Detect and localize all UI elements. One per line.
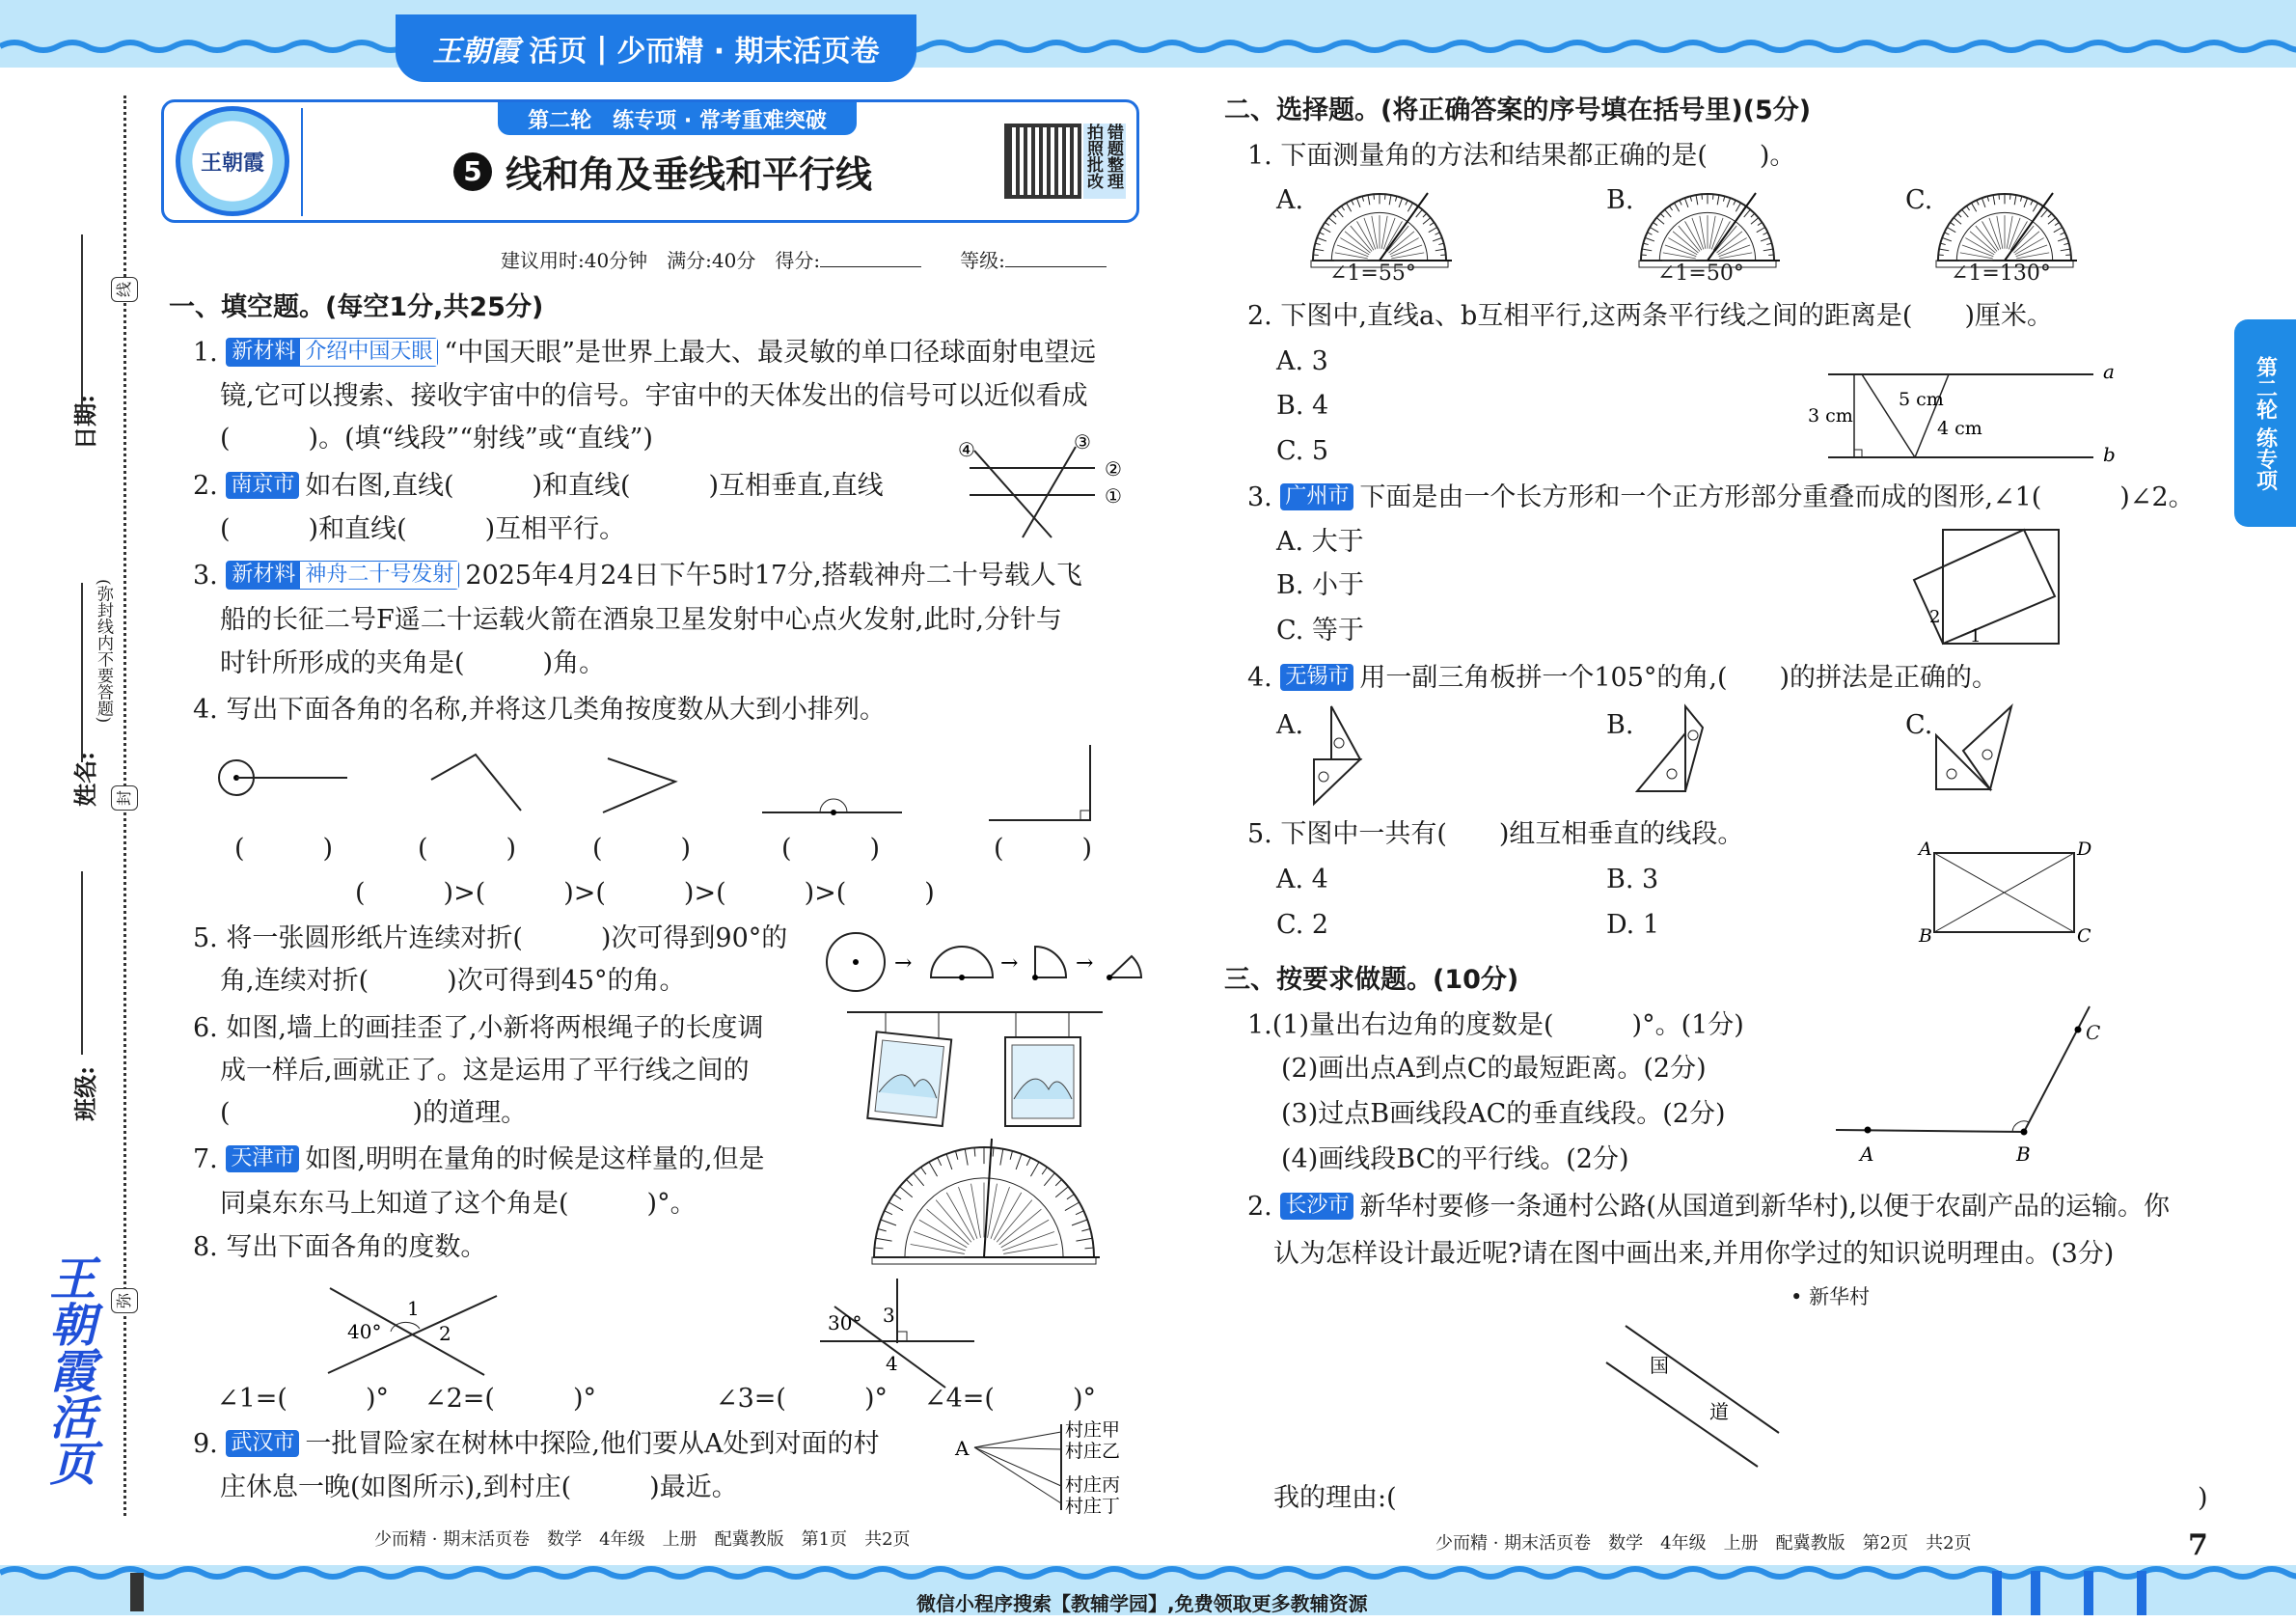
footer-banner: 微信小程序搜索【教辅学园】,免费领取更多教辅资源 [916, 1592, 1368, 1615]
section2-heading: 二、选择题。(将正确答案的序号填在括号里)(5分) [1224, 96, 1812, 125]
angle-abc-figure [1833, 1008, 2036, 1166]
s2q5-text: 下图中一共有( )组互相垂直的线段。 [1280, 819, 1744, 849]
footer-left: 少而精 · 期末活页卷 数学 4年级 上册 配冀教版 第1页 共2页 [374, 1529, 911, 1550]
angle-name-blank[interactable]: ( ) [592, 834, 692, 864]
option-c[interactable]: C. 5 [1276, 436, 1329, 466]
q-number: 1. [1247, 1010, 1272, 1040]
q8-figure-1 [318, 1279, 511, 1385]
grade-field[interactable] [1005, 266, 1107, 267]
q2-line2: ( )和直线( )互相平行。 [220, 514, 626, 544]
q1-text: “中国天眼”是世界上最大、最灵敏的单口径球面射电望远 [444, 338, 1096, 368]
tag-topic: 神舟二十号发射 [300, 562, 458, 589]
s3q2-line2: 认为怎样设计最近呢?请在图中画出来,并用你学过的知识说明理由。(3分) [1273, 1239, 2115, 1269]
q9-text: 一批冒险家在树林中探险,他们要从A处到对面的村 [305, 1429, 880, 1459]
angle-name-blank[interactable]: ( ) [234, 834, 334, 864]
q5-folding-figure [825, 922, 1153, 1008]
q-number: 4. [1247, 663, 1272, 693]
option-b[interactable]: B. 4 [1276, 391, 1329, 421]
region-tag: 武汉市 [226, 1430, 299, 1457]
s3q2-text: 新华村要修一条通村公路(从国道到新华村),以便于农副产品的运输。你 [1359, 1192, 2171, 1222]
angle1-label: 1 [1970, 626, 1982, 646]
brand-logo-text: 王朝霞 [432, 35, 520, 69]
q4-order-blanks[interactable]: ( )>( )>( )>( )>( ) [355, 878, 935, 908]
q9-villages-figure [953, 1418, 1146, 1515]
option-c[interactable]: C. 2 [1276, 910, 1329, 940]
side-tab-label: 第二轮 练专项 [2253, 355, 2278, 491]
angle-label-40: 40° [347, 1320, 382, 1343]
q7-text: 如图,明明在量角的时候是这样量的,但是 [305, 1144, 765, 1174]
meta-line [501, 243, 1107, 278]
meta-score-label: 得分: [775, 249, 821, 272]
village-yi: 村庄乙 [1065, 1441, 1121, 1462]
s3q1-item1 [1247, 1008, 1744, 1043]
option-a[interactable]: A. 3 [1276, 346, 1328, 376]
s3q1-item3: (3)过点B画线段AC的垂直线段。(2分) [1281, 1099, 1726, 1129]
village-bing: 村庄丙 [1065, 1474, 1121, 1496]
s2q4-line [1247, 661, 1998, 696]
region-tag: 广州市 [1280, 483, 1353, 510]
side2-label: 4 cm [1937, 418, 1982, 439]
q-number: 2. [193, 471, 218, 501]
series-title: 少而精 · 期末活页卷 [616, 35, 880, 69]
line-b-label: b [2103, 443, 2116, 466]
divider: | [596, 31, 608, 66]
q2-line1 [193, 469, 884, 504]
q1-line3: ( )。(填“线段”“射线”或“直线”) [220, 424, 653, 454]
q3-text: 2025年4月24日下午5时17分,搭载神舟二十号载人飞 [465, 561, 1082, 591]
q6-line2: 成一样后,画就正了。这是运用了平行线之间的 [220, 1056, 750, 1086]
q1-line1 [193, 336, 1096, 371]
option-a[interactable]: A. 大于 [1276, 527, 1364, 557]
date-label: 日期: [70, 395, 99, 450]
q3-line3: 时针所形成的夹角是( )角。 [220, 648, 606, 678]
svg-text:→: → [1000, 951, 1019, 976]
class-field[interactable] [81, 871, 83, 1055]
qr-caption-col2: 错题整理 [1104, 124, 1123, 189]
national-road-figure [1601, 1322, 1794, 1472]
q7-line1 [193, 1142, 765, 1177]
angle2-answer[interactable]: ∠2=( )° [424, 1384, 596, 1414]
angle-label-4: 4 [886, 1352, 898, 1375]
option-a[interactable]: A. [1276, 710, 1304, 740]
angle-name-blank[interactable]: ( ) [418, 834, 517, 864]
q6-hanging-pictures [847, 1008, 1103, 1129]
road-label-2: 道 [1709, 1400, 1729, 1423]
q-number: 2. [1247, 1192, 1272, 1222]
angle-name-blank[interactable]: ( ) [781, 834, 881, 864]
round-tag [498, 102, 857, 135]
option-c[interactable]: C. [1905, 185, 1933, 215]
reason-close-paren: ) [2198, 1483, 2208, 1513]
brand-emblem [176, 106, 289, 216]
height-label: 3 cm [1808, 405, 1853, 426]
q2-lines-figure [960, 429, 1143, 545]
q4-angle-figures [207, 743, 1105, 825]
village-ding: 村庄丁 [1065, 1496, 1121, 1517]
q6-line3: ( )的道理。 [220, 1098, 528, 1128]
unit-title-text: 线和角及垂线和平行线 [506, 153, 873, 196]
q8-text: 写出下面各角的度数。 [226, 1232, 487, 1262]
triangle-set-a [1312, 704, 1389, 806]
name-field[interactable] [81, 583, 83, 762]
q-number: 7. [193, 1144, 218, 1174]
point-b-label: B [2016, 1142, 2031, 1166]
q5-line2: 角,连续对折( )次可得到45°的角。 [220, 966, 686, 996]
page-number: 7 [2188, 1528, 2208, 1562]
angle1-answer[interactable]: ∠1=( )° [217, 1384, 389, 1414]
point-a-label: A [955, 1437, 970, 1460]
q6-line1 [193, 1011, 764, 1046]
q9-line1 [193, 1427, 879, 1462]
svg-text:→: → [894, 951, 913, 976]
vertex-c: C [2077, 925, 2091, 947]
option-c-caption: ∠1=130° [1951, 261, 2051, 286]
q-number: 5. [1247, 819, 1272, 849]
round-sub-label: 练专项 · 常考重难突破 [613, 108, 827, 133]
seal-note: (弥封线内不要答题) [94, 579, 113, 724]
q-number: 6. [193, 1013, 218, 1043]
q5-text: 将一张圆形纸片连续对折( )次可得到90°的 [226, 923, 788, 953]
header-divider [301, 108, 303, 216]
q2-text: 如右图,直线( )和直线( )互相垂直,直线 [305, 471, 884, 501]
q-number: 9. [193, 1429, 218, 1459]
emblem-text: 王朝霞 [200, 150, 264, 176]
region-tag: 无锡市 [1280, 664, 1353, 691]
s3q1-item2: (2)画出点A到点C的最短距离。(2分) [1281, 1054, 1707, 1084]
side1-label: 5 cm [1899, 389, 1944, 410]
region-tag: 天津市 [226, 1145, 299, 1172]
road-label-1: 国 [1650, 1354, 1669, 1377]
rectangle-diagonals-figure [1915, 838, 2108, 949]
angle2-label: 2 [1929, 607, 1941, 627]
angle4-answer[interactable]: ∠4=( )° [924, 1384, 1096, 1414]
meta-time: 建议用时:40分钟 [501, 249, 648, 272]
triangle-set-b [1635, 704, 1722, 796]
class-label: 班级: [70, 1066, 99, 1121]
brand-sub: 活页 [529, 35, 588, 69]
qr-code[interactable] [1004, 124, 1081, 199]
reason-label: 我的理由:( [1273, 1483, 1397, 1513]
option-b[interactable]: B. [1606, 185, 1634, 215]
angle-name-blank[interactable]: ( ) [994, 834, 1093, 864]
line-a-label: a [2103, 360, 2115, 383]
q9-line2: 庄休息一晚(如图所示),到村庄( )最近。 [220, 1472, 738, 1502]
s2q3-text: 下面是由一个长方形和一个正方形部分重叠而成的图形,∠1( )∠2。 [1359, 482, 2195, 512]
s3q1-item4: (4)画线段BC的平行线。(2分) [1281, 1144, 1629, 1174]
village-jia: 村庄甲 [1065, 1419, 1121, 1441]
option-c[interactable]: C. 等于 [1276, 616, 1364, 646]
meta-grade-label: 等级: [960, 249, 1005, 272]
option-b[interactable]: B. 小于 [1276, 570, 1365, 600]
unit-number-badge: 5 [453, 152, 492, 191]
meta-full-score: 满分:40分 [667, 249, 756, 272]
seal-mark-top: 线 [111, 277, 138, 302]
section1-heading: 一、填空题。(每空1分,共25分) [169, 292, 544, 322]
section3-heading: 三、按要求做题。(10分) [1224, 965, 1519, 995]
label-2: ② [1105, 457, 1122, 481]
s2q2-text: 下图中,直线a、b互相平行,这两条平行线之间的距离是( )厘米。 [1280, 301, 2053, 331]
q7-line2: 同桌东东马上知道了这个角是( )°。 [220, 1189, 697, 1219]
q-number: 1. [193, 338, 218, 368]
reason-input[interactable] [1410, 1481, 2197, 1516]
option-a[interactable]: A. [1276, 185, 1304, 215]
option-b[interactable]: B. 3 [1606, 865, 1659, 894]
sidebar-brand-logo: 王朝霞活页 [41, 1254, 96, 1486]
footer-right: 少而精 · 期末活页卷 数学 4年级 上册 配冀教版 第2页 共2页 [1435, 1533, 1972, 1554]
overlap-rect-figure [1910, 526, 2069, 646]
q-number: 3. [1247, 482, 1272, 512]
village-label: 新华村 [1809, 1285, 1871, 1308]
option-d[interactable]: D. 1 [1606, 910, 1660, 940]
angle-label-3: 3 [883, 1304, 895, 1327]
q7-protractor-figure [868, 1143, 1100, 1267]
label-4: ④ [958, 438, 975, 461]
region-tag: 南京市 [226, 472, 299, 499]
tag-new-material: 新材料 [227, 562, 300, 589]
s2q3-line [1247, 481, 2195, 515]
angle-label-30: 30° [828, 1311, 862, 1334]
angle3-answer[interactable]: ∠3=( )° [716, 1384, 888, 1414]
s2q4-text: 用一副三角板拼一个105°的角,( )的拼法是正确的。 [1359, 663, 1999, 693]
q3-tag [226, 561, 459, 590]
q-number: 1. [1247, 141, 1272, 171]
seal-mark-mid: 封 [111, 785, 138, 811]
svg-text:→: → [1076, 951, 1094, 976]
label-3: ③ [1074, 430, 1091, 454]
s2q1-line [1247, 139, 1795, 174]
top-wave-band [0, 0, 2296, 68]
vertex-d: D [2077, 839, 2092, 860]
village-marker: • 新华村 [1790, 1285, 1871, 1308]
q-number: 5. [193, 923, 218, 953]
q1-line2: 镜,它可以搜索、接收宇宙中的信号。宇宙中的天体发出的信号可以近似看成 [220, 381, 1088, 411]
vertex-b: B [1919, 925, 1932, 947]
point-c-label: C [2086, 1021, 2101, 1044]
label-1: ① [1105, 484, 1122, 508]
s2q2-line [1247, 299, 2053, 334]
s3q2-line1 [1247, 1190, 2170, 1224]
option-b-caption: ∠1=50° [1657, 261, 1744, 286]
q-number: 2. [1247, 301, 1272, 331]
side-tab [2234, 319, 2296, 527]
vertex-a: A [1919, 839, 1932, 860]
seal-mark-bottom: 弥 [111, 1288, 138, 1313]
q-number: 3. [193, 561, 218, 591]
score-field[interactable] [820, 266, 921, 267]
round-label: 第二轮 [528, 108, 592, 133]
option-b[interactable]: B. [1606, 710, 1634, 740]
q4-text: 写出下面各角的名称,并将这几类角按度数从大到小排列。 [226, 695, 886, 725]
q-number: 8. [193, 1232, 218, 1262]
point-a-label: A [1860, 1142, 1874, 1166]
q5-line1 [193, 922, 787, 956]
triangle-set-c [1934, 704, 2021, 796]
s2q1-text: 下面测量角的方法和结果都正确的是( )。 [1280, 141, 1796, 171]
tag-topic: 介绍中国天眼 [300, 339, 437, 366]
unit-title [453, 145, 872, 198]
date-field[interactable] [81, 234, 83, 418]
angle-label-1: 1 [407, 1297, 420, 1320]
option-c[interactable]: C. [1905, 710, 1933, 740]
q-number: 4. [193, 695, 218, 725]
s2q5-line [1247, 817, 1743, 852]
q4-line [193, 693, 886, 728]
option-a[interactable]: A. 4 [1276, 865, 1328, 894]
q8-line [193, 1230, 486, 1265]
name-label: 姓名: [70, 752, 99, 807]
q6-text: 如图,墙上的画挂歪了,小新将两根绳子的长度调 [226, 1013, 764, 1043]
q3-line1 [193, 559, 1082, 593]
tag-new-material: 新材料 [227, 339, 300, 366]
option-a-caption: ∠1=55° [1329, 261, 1416, 286]
series-banner [396, 14, 916, 82]
parallel-lines-figure [1808, 357, 2132, 468]
qr-caption [1083, 124, 1126, 199]
q1-tag [226, 338, 438, 367]
s3q1-text: (1)量出右边角的度数是( )°。(1分) [1271, 1010, 1744, 1040]
region-tag: 长沙市 [1280, 1193, 1353, 1220]
angle-label-2: 2 [439, 1322, 451, 1345]
qr-caption-col1: 拍照批改 [1083, 124, 1103, 189]
q3-line2: 船的长征二号F遥二十运载火箭在酒泉卫星发射中心点火发射,此时,分针与 [220, 605, 1062, 635]
q8-figure-2 [820, 1274, 984, 1394]
